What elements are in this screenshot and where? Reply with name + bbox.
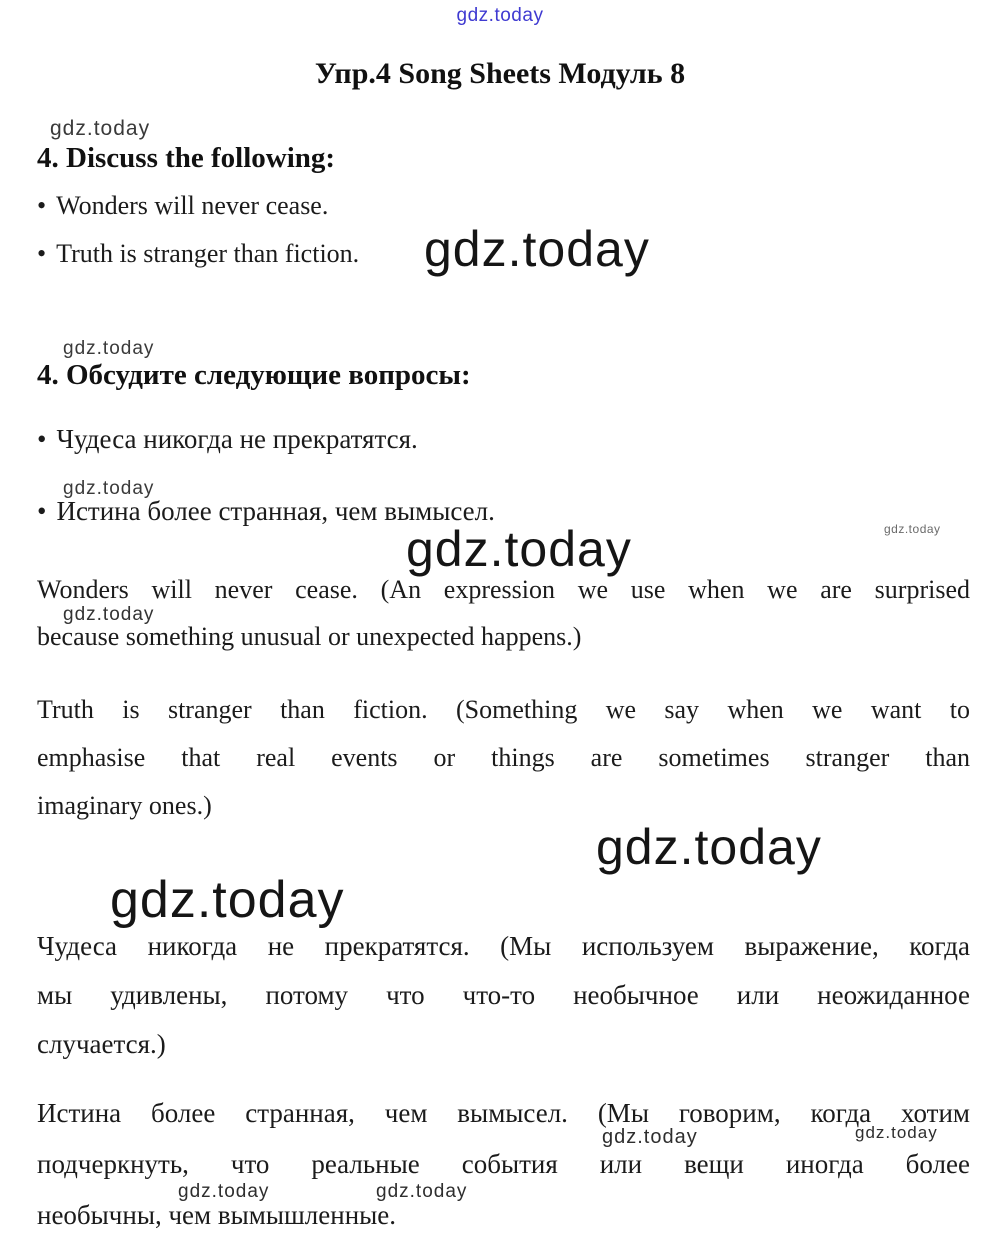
bullet-marker: • [37,424,47,454]
watermark: gdz.today [50,117,151,140]
paragraph-en-wonders [37,566,970,660]
text-line: Truth is stranger than fiction. (Something we say when we want to [37,695,970,724]
bullet-item [37,239,359,269]
bullet-item [37,424,418,455]
watermark: gdz.today [855,1123,938,1142]
text-line: Чудеса никогда не прекратятся. (Мы используем выражение, когда [37,931,970,961]
page-title: Упр.4 Song Sheets Модуль 8 [314,57,686,90]
bullet-marker: • [37,239,47,268]
section-heading-en: 4. Discuss the following: [37,142,336,174]
watermark: gdz.today [63,338,155,359]
bullet-text: Чудеса никогда не прекратятся. [56,424,418,454]
paragraph-en-truth [37,686,970,830]
bullet-item [37,191,328,221]
text-line: мы удивлены, потому что что-то необычное или неожиданное [37,980,970,1010]
watermark: gdz.today [406,521,632,577]
section-heading-ru: 4. Обсудите следующие вопросы: [37,359,471,391]
watermark: gdz.today [110,871,345,929]
watermark: gdz.today [376,1181,468,1202]
watermark: gdz.today [424,221,650,277]
text-line: необычны, чем вымышленные. [37,1200,397,1230]
watermark: gdz.today [884,522,941,536]
paragraph-ru-wonders [37,922,970,1069]
bullet-text: Truth is stranger than fiction. [56,239,360,268]
text-line: Wonders will never cease. (An expression we use when we are surprised [37,575,970,604]
text-line: because something unusual or unexpected happens.) [37,622,582,651]
watermark: gdz.today [178,1181,270,1202]
watermark: gdz.today [602,1126,698,1148]
bullet-marker: • [37,191,47,220]
watermark-link-top[interactable]: gdz.today [456,5,544,26]
paragraph-ru-truth [37,1088,970,1241]
watermark: gdz.today [63,604,155,625]
bullet-text: Истина более странная, чем вымысел. [56,496,495,526]
watermark: gdz.today [596,819,822,875]
bullet-marker: • [37,496,47,526]
bullet-text: Wonders will never cease. [56,191,329,220]
watermark: gdz.today [63,478,155,499]
text-line: случается.) [37,1029,166,1059]
text-line: Истина более странная, чем вымысел. (Мы говорим, когда хотим [37,1098,970,1128]
text-line: imaginary ones.) [37,791,212,820]
bullet-item [37,496,495,527]
text-line: emphasise that real events or things are sometimes stranger than [37,743,970,772]
text-line: подчеркнуть, что реальные события или вещи иногда более [37,1149,970,1179]
